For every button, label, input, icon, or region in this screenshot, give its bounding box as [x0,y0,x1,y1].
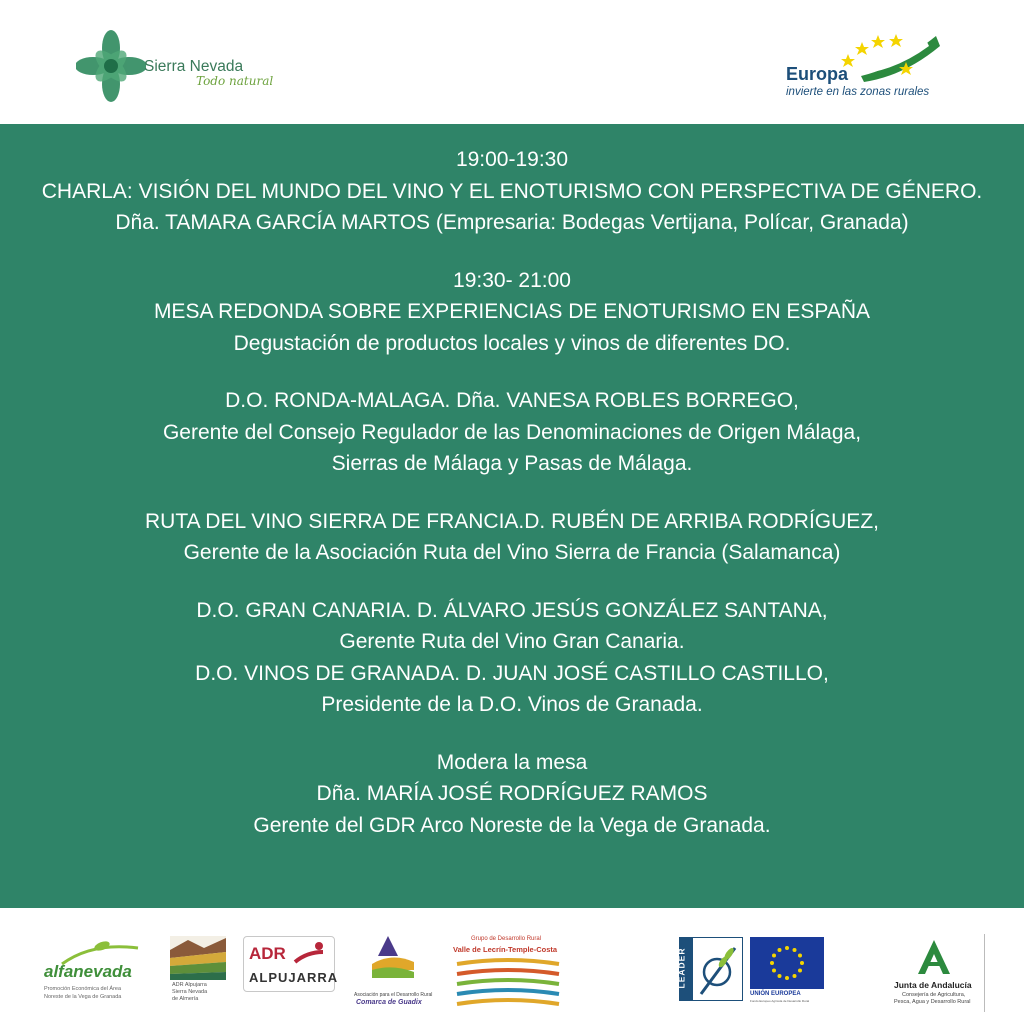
adr-alpujarra-logo [243,936,339,992]
mountain-stripes-icon [170,936,226,980]
program-block [0,144,1024,239]
europa-tagline: invierte en las zonas rurales [786,86,930,98]
program-line: Presidente de la D.O. Vinos de Granada. [321,693,703,716]
program-line: Gerente Ruta del Vino Gran Canaria. [339,630,685,653]
alfanevada-line2: Noreste de la Vega de Granada [44,994,122,1000]
program-line: CHARLA: VISIÓN DEL MUNDO DEL VINO Y EL ENOTURISMO CON PERSPECTIVA DE GÉNERO. [41,179,983,203]
program-line: Degustación de productos locales y vinos de diferentes DO. [233,331,791,355]
program-line: Dña. TAMARA GARCÍA MARTOS (Empresaria: Bodegas Vertijana, Polícar, Granada) [115,211,909,234]
eu-flag-icon [750,937,824,989]
ue-sub: Fondo Europeo Agrícola de Desarrollo Rural [750,999,810,1003]
eu-star-icon [798,954,802,958]
adr-sierra-line1: ADR Alpujarra [172,982,207,988]
program-line: Gerente del Consejo Regulador de las Denominaciones de Origen Málaga, [162,420,862,444]
program-line: Gerente del GDR Arco Noreste de la Vega de Granada. [253,813,771,837]
valle-lecrin-logo [449,934,567,1014]
program-block [0,506,1024,569]
junta-line1: Consejería de Agricultura, [902,992,966,998]
lecrin-line1: Grupo de Desarrollo Rural [471,936,542,942]
program-list [0,144,1024,867]
adr-alpujarra-bottom: ALPUJARRA [249,970,339,985]
alfanevada-name: alfanevada [44,962,132,981]
wheat-icon [695,940,741,998]
lecrin-line2: Valle de Lecrín-Temple-Costa [453,945,558,954]
junta-andalucia-logo [888,934,986,1018]
adr-sierra-line2: Sierra Nevada [172,989,208,995]
junta-a-icon [914,936,954,976]
program-line: 19:00-19:30 [455,148,569,171]
landscape-icon [368,934,418,980]
europa-title: Europa [786,64,849,84]
adr-sierra-nevada-logo [170,936,226,1006]
sierra-nevada-tagline: Todo natural [196,74,274,88]
sierra-nevada-name: Sierra Nevada [144,58,244,75]
program-line: Modera la mesa [436,750,588,774]
program-line: Dña. MARÍA JOSÉ RODRÍGUEZ RAMOS [316,782,708,805]
eu-star-icon [772,954,776,958]
guadix-line1: Asociación para el Desarrollo Rural [354,992,433,998]
program-line: D.O. VINOS DE GRANADA. D. JUAN JOSÉ CASTILLO CASTILLO, [195,661,829,685]
sierra-nevada-logo [78,34,278,94]
program-line: D.O. RONDA-MALAGA. Dña. VANESA ROBLES BORREGO, [225,389,799,412]
alfanevada-line1: Promoción Económica del Área [44,986,122,992]
junta-title: Junta de Andalucía [894,980,972,990]
eu-star-icon [793,948,797,952]
comarca-guadix-logo [352,934,432,1008]
eu-star-icon [772,969,776,973]
adr-sierra-line3: de Almería [172,996,199,1002]
program-line: D.O. GRAN CANARIA. D. ÁLVARO JESÚS GONZÁLEZ SANTANA, [196,598,828,622]
program-line: Gerente de la Asociación Ruta del Vino Sierra de Francia (Salamanca) [183,541,841,564]
adr-alpujarra-top: ADR [249,944,286,963]
eu-star-icon [770,961,774,965]
guadix-line2: Comarca de Guadix [356,999,422,1006]
eu-star-icon [793,974,797,978]
program-block [0,265,1024,360]
eu-star-icon [798,969,802,973]
eu-star-icon [778,974,782,978]
header [0,0,1024,124]
program-line: Sierras de Málaga y Pasas de Málaga. [331,452,693,475]
program-line: RUTA DEL VINO SIERRA DE FRANCIA.D. RUBÉN DE ARRIBA RODRÍGUEZ, [145,509,879,533]
waves-icon [453,958,563,1008]
figure-icon [293,940,329,966]
program-block [0,385,1024,480]
union-europea-logo [750,937,826,1007]
eu-star-icon [800,961,804,965]
alfanevada-logo [42,936,157,1012]
eu-star-icon [785,976,789,980]
europa-logo [786,32,946,108]
ue-label: UNIÓN EUROPEA [750,991,801,997]
program-line: MESA REDONDA SOBRE EXPERIENCIAS DE ENOTURISMO EN ESPAÑA [153,300,871,323]
program-block [0,747,1024,842]
leader-logo [676,937,743,1001]
junta-line2: Pesca, Agua y Desarrollo Rural [894,999,971,1005]
eu-star-icon [778,948,782,952]
program-block [0,595,1024,721]
leader-label: LEADER [676,947,687,989]
sponsor-footer [0,908,1024,1024]
eu-star-icon [785,946,789,950]
program-line: 19:30- 21:00 [453,268,571,292]
program-panel [0,124,1024,908]
flower-icon [76,30,146,102]
